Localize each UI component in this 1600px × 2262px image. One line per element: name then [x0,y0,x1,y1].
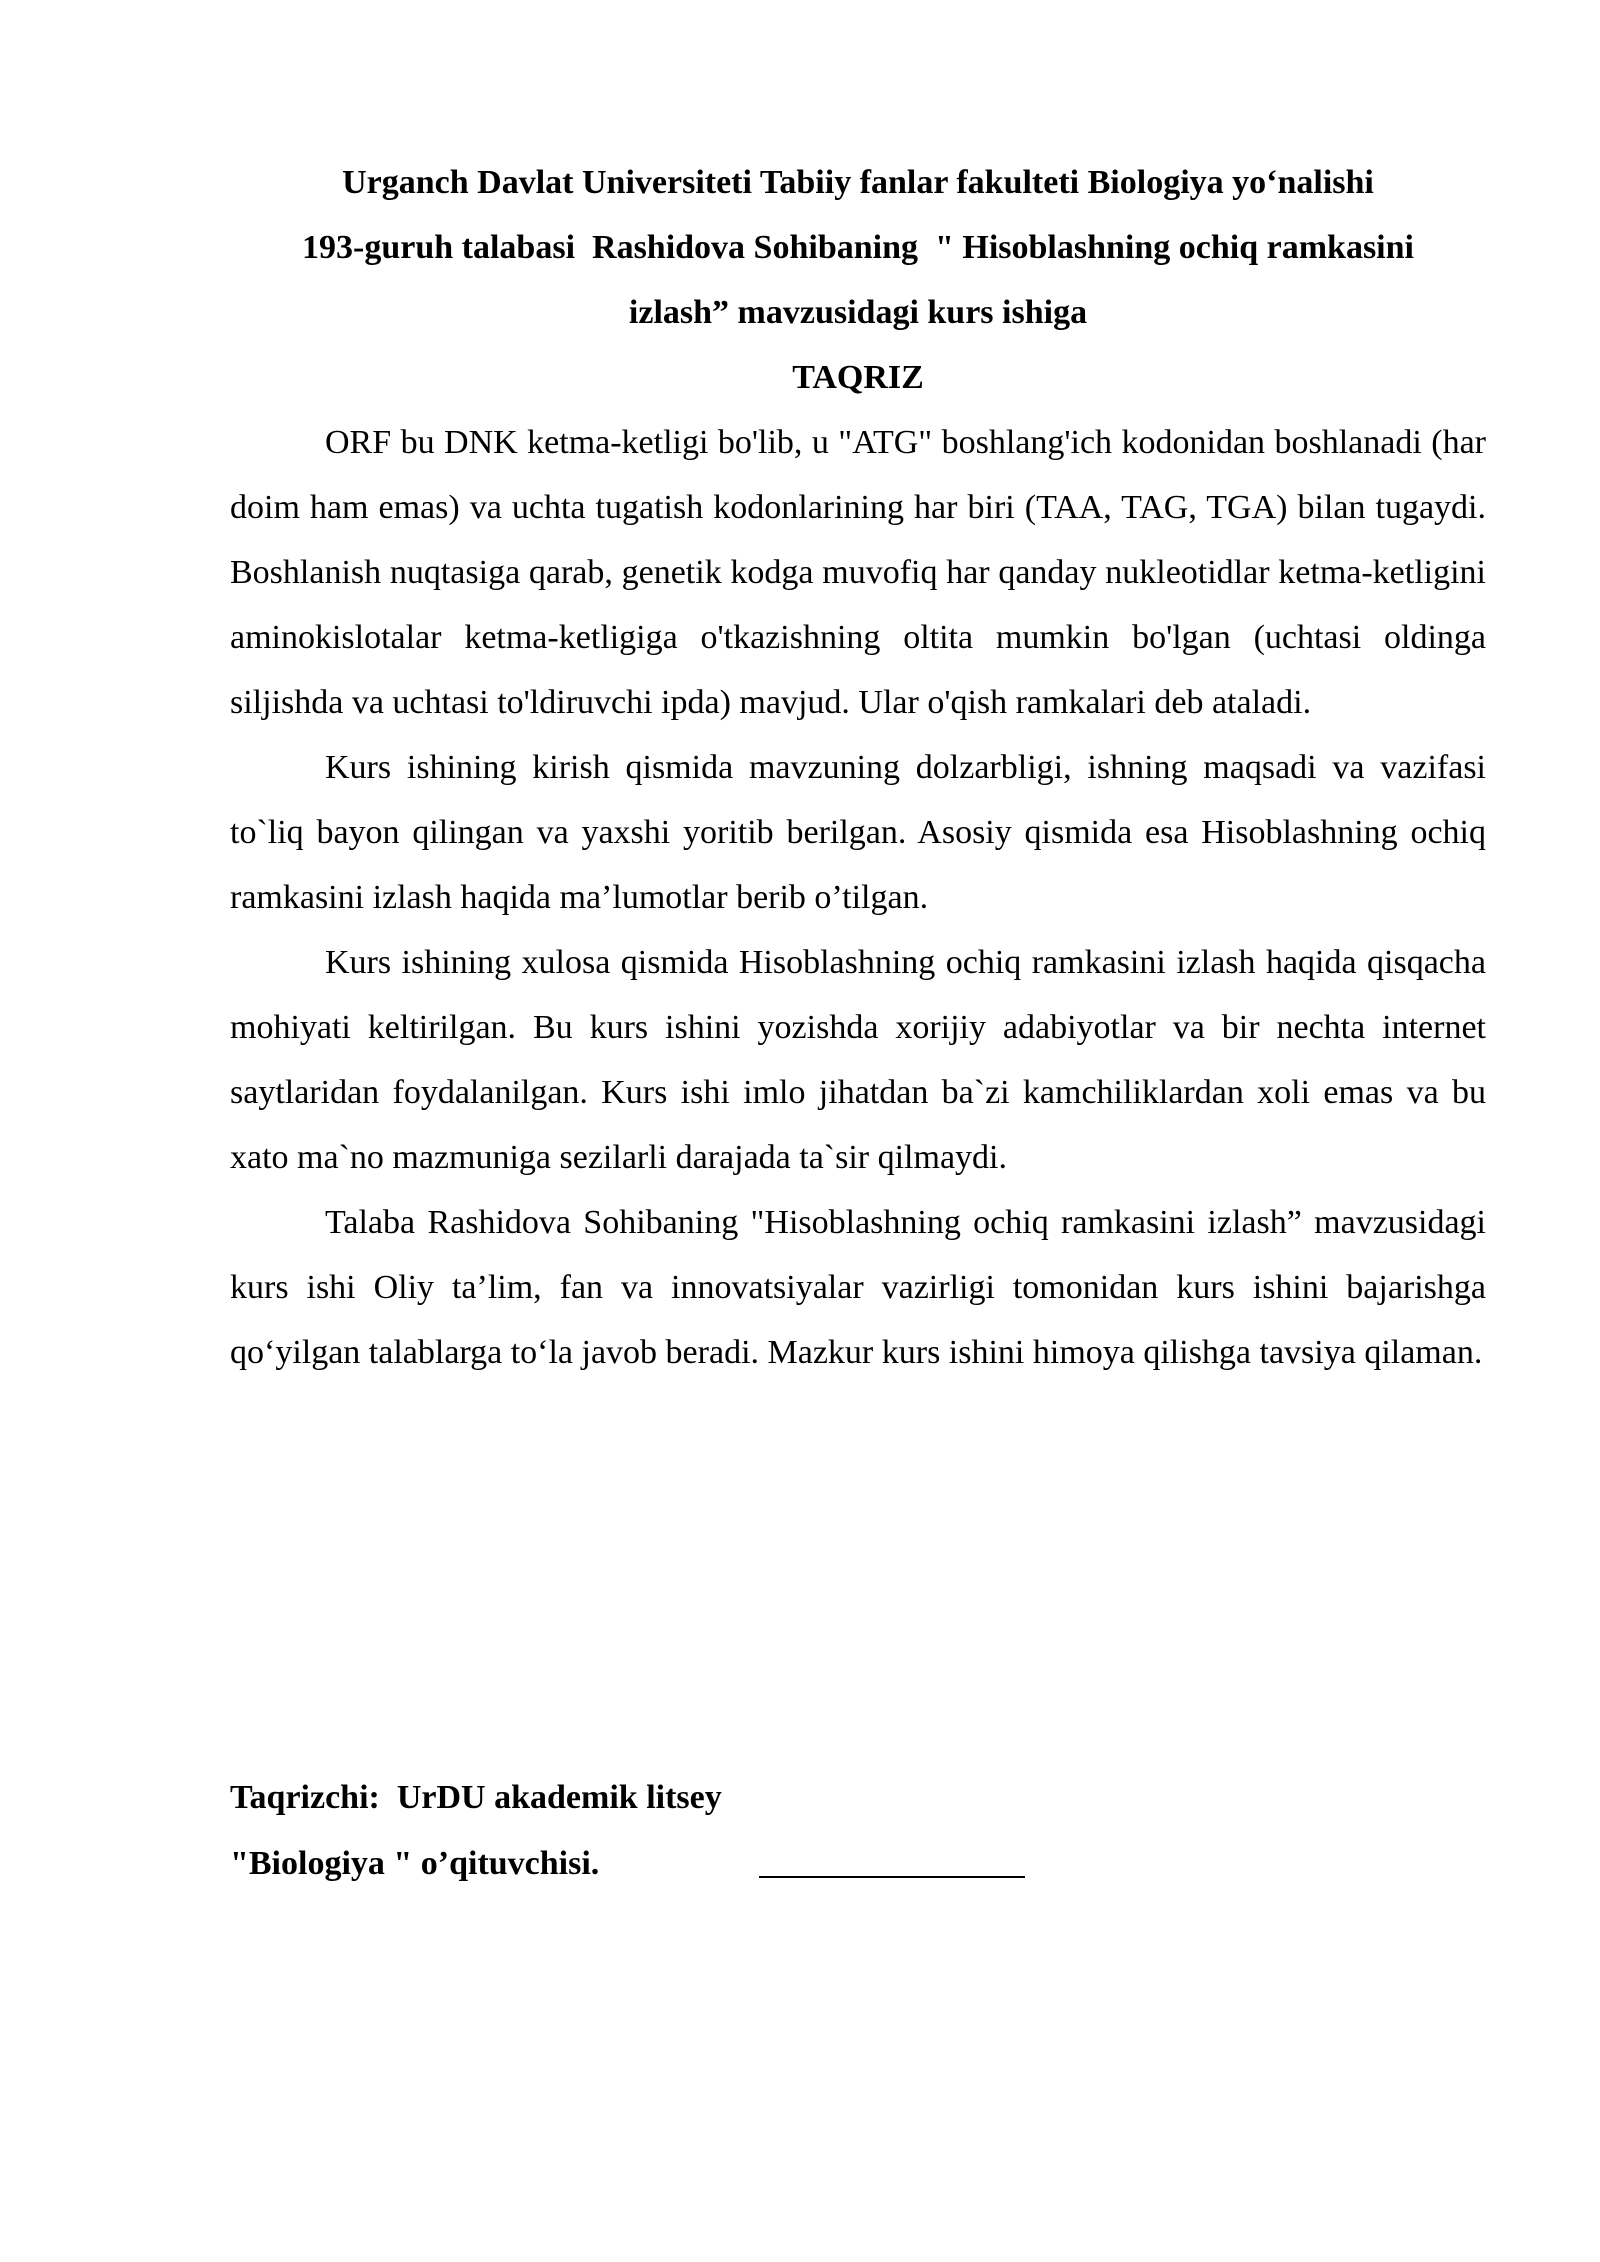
paragraph-3: Kurs ishining xulosa qismida Hisoblashning ochiq ramkasini izlash haqida qisqacha mohiyati keltirilgan. Bu kurs ishini yozishda xorijiy adabiyotlar va bir nechta internet saytlaridan foydalanilgan. Kurs ishi imlo jihatdan ba`zi kamchiliklardan xoli emas va bu xato ma`no mazmuniga sezilarli darajada ta`sir qilmaydi. [230,944,1486,1176]
paragraph-2: Kurs ishining kirish qismida mavzuning dolzarbligi, ishning maqsadi va vazifasi to`liq bayon qilingan va yaxshi yoritib berilgan. Asosiy qismida esa Hisoblashning ochiq ramkasini izlash haqida ma’lumotlar berib o’tilgan. [230,749,1486,916]
heading-line-3: izlash” mavzusidagi kurs ishiga [628,294,1088,331]
document-heading [230,150,1486,345]
heading-line-1: Urganch Davlat Universiteti Tabiiy fanlar fakulteti Biologiya yo‘nalishi [342,164,1374,201]
reviewer-line: Taqrizchi: UrDU akademik litsey [230,1779,722,1816]
signature-block [230,1765,1130,1897]
reviewer-role-line [230,1831,1130,1897]
paragraph-4: Talaba Rashidova Sohibaning "Hisoblashning ochiq ramkasini izlash” mavzusidagi kurs ishi Oliy ta’lim, fan va innovatsiyalar vazirligi tomonidan kurs ishini bajarishga qo‘yilgan talablarga to‘la javob beradi. Mazkur kurs ishini himoya qilishga tavsiya qilaman. [230,1204,1486,1371]
paragraph-1: ORF bu DNK ketma-ketligi bo'lib, u "ATG" boshlang'ich kodonidan boshlanadi (har doim ham emas) va uchta tugatish kodonlarining har biri (TAA, TAG, TGA) bilan tugaydi. Boshlanish nuqtasiga qarab, genetik kodga muvofiq har qanday nukleotidlar ketma-ketligini aminokislotalar ketma-ketligiga o'tkazishning oltita mumkin bo'lgan (uchtasi oldinga siljishda va uchtasi to'ldiruvchi ipda) mavjud. Ular o'qish ramkalari deb ataladi. [230,424,1486,721]
reviewer-role: "Biologiya " o’qituvchisi. [230,1845,600,1882]
heading-line-2: 193-guruh talabasi Rashidova Sohibaning " Hisoblashning ochiq ramkasini [302,229,1414,266]
document-body [230,150,1486,1385]
signature-line [759,1836,1025,1878]
document-title: TAQRIZ [792,359,924,396]
